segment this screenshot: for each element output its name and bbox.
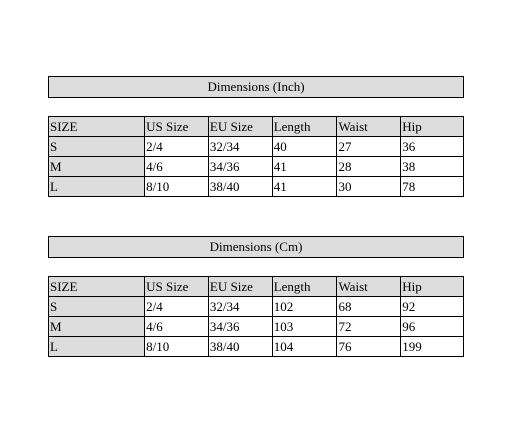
table-cell: 104 <box>272 337 337 357</box>
header-cell: US Size <box>145 277 209 297</box>
header-cell: US Size <box>145 117 209 137</box>
table-header-row <box>49 277 464 297</box>
table-cell: 41 <box>272 157 337 177</box>
table-cell: 199 <box>401 337 464 357</box>
table-cell: 28 <box>337 157 401 177</box>
size-label-cell: L <box>49 177 145 197</box>
cm-size-table <box>48 276 464 357</box>
table-row <box>49 157 464 177</box>
header-cell: EU Size <box>208 117 272 137</box>
table-cell: 38/40 <box>208 337 272 357</box>
header-cell: Waist <box>337 277 401 297</box>
size-label-cell: M <box>49 317 145 337</box>
table-cell: 36 <box>401 137 464 157</box>
header-cell: Hip <box>401 117 464 137</box>
size-label-cell: S <box>49 137 145 157</box>
table-cell: 8/10 <box>145 337 209 357</box>
inch-section <box>48 76 464 197</box>
header-cell: EU Size <box>208 277 272 297</box>
table-cell: 92 <box>401 297 464 317</box>
inch-title: Dimensions (Inch) <box>48 76 464 98</box>
table-cell: 96 <box>401 317 464 337</box>
table-cell: 76 <box>337 337 401 357</box>
header-cell: Waist <box>337 117 401 137</box>
table-cell: 32/34 <box>208 297 272 317</box>
header-cell: Length <box>272 277 337 297</box>
header-cell: Length <box>272 117 337 137</box>
header-cell: SIZE <box>49 277 145 297</box>
table-cell: 102 <box>272 297 337 317</box>
table-cell: 72 <box>337 317 401 337</box>
cm-title: Dimensions (Cm) <box>48 236 464 258</box>
table-cell: 78 <box>401 177 464 197</box>
size-label-cell: L <box>49 337 145 357</box>
table-cell: 34/36 <box>208 157 272 177</box>
table-cell: 68 <box>337 297 401 317</box>
table-cell: 34/36 <box>208 317 272 337</box>
table-row <box>49 337 464 357</box>
table-cell: 2/4 <box>145 297 209 317</box>
table-cell: 8/10 <box>145 177 209 197</box>
table-header-row <box>49 117 464 137</box>
header-cell: SIZE <box>49 117 145 137</box>
table-row <box>49 137 464 157</box>
table-cell: 41 <box>272 177 337 197</box>
table-cell: 40 <box>272 137 337 157</box>
table-cell: 38/40 <box>208 177 272 197</box>
table-row <box>49 177 464 197</box>
size-label-cell: M <box>49 157 145 177</box>
cm-section <box>48 236 464 357</box>
table-cell: 2/4 <box>145 137 209 157</box>
table-cell: 27 <box>337 137 401 157</box>
header-cell: Hip <box>401 277 464 297</box>
table-row <box>49 317 464 337</box>
table-cell: 103 <box>272 317 337 337</box>
table-row <box>49 297 464 317</box>
table-cell: 38 <box>401 157 464 177</box>
table-cell: 32/34 <box>208 137 272 157</box>
table-cell: 4/6 <box>145 157 209 177</box>
table-cell: 4/6 <box>145 317 209 337</box>
table-cell: 30 <box>337 177 401 197</box>
inch-size-table <box>48 116 464 197</box>
size-label-cell: S <box>49 297 145 317</box>
